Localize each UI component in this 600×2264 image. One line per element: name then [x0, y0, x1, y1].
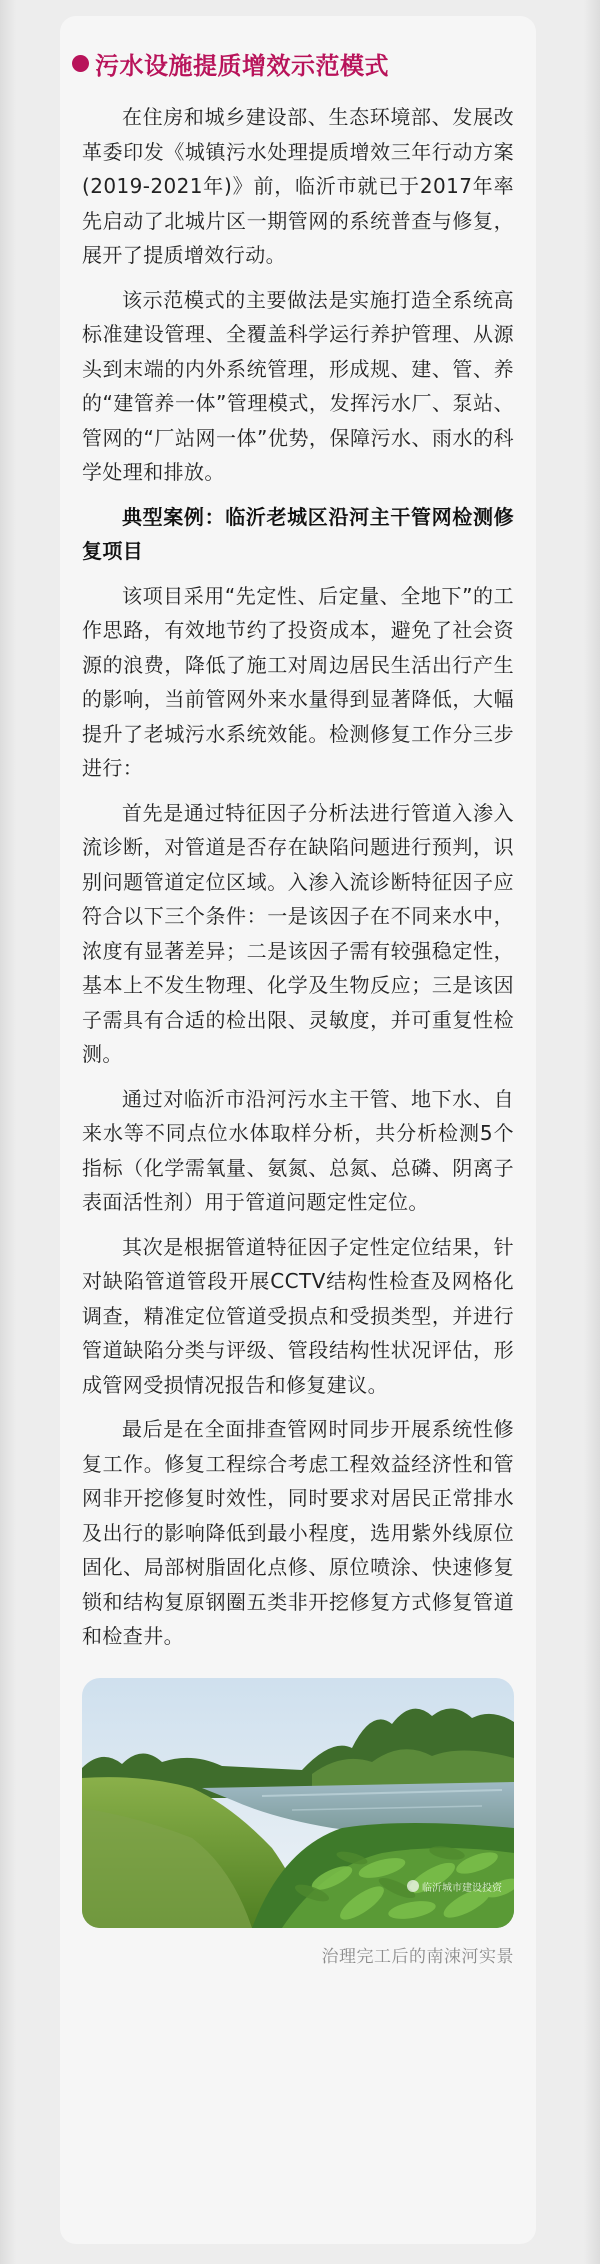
bullet-dot-icon: [72, 55, 89, 72]
case-heading: 典型案例：临沂老城区沿河主干管网检测修复项目: [82, 504, 514, 563]
photo-caption: 治理完工后的南涑河实景: [321, 1946, 514, 1967]
watermark-text: 临沂城市建设投资: [422, 1882, 502, 1894]
page-frame-left: [0, 0, 16, 2264]
paragraph-intro: 在住房和城乡建设部、生态环境部、发展改革委印发《城镇污水处理提质增效三年行动方案(2019-2021年)》前，临沂市就已于2017年率先启动了北城片区一期管网的系统普查与修复，展开了提质增效行动。: [82, 105, 514, 267]
paragraph-case-overview: 该项目采用“先定性、后定量、全地下”的工作思路，有效地节约了投资成本，避免了社会资源的浪费，降低了施工对周边居民生活出行产生的影响，当前管网外来水量得到显著降低，大幅提升了老城污水系统效能。检测修复工作分三步进行：: [82, 583, 514, 780]
watermark-logo-icon: [407, 1880, 419, 1892]
photo-watermark: [407, 1879, 502, 1894]
paragraph-step-two: 其次是根据管道特征因子定性定位结果，针对缺陷管道管段开展CCTV结构性检查及网格化调查，精准定位管道受损点和受损类型，并进行管道缺陷分类与评级、管段结构性状况评估，形成管网受损情况报告和修复建议。: [82, 1234, 514, 1397]
paragraph-step-one: 首先是通过特征因子分析法进行管道入渗入流诊断，对管道是否存在缺陷问题进行预判，识别问题管道定位区域。入渗入流诊断特征因子应符合以下三个条件：一是该因子在不同来水中，浓度有显著差异；二是该因子需有较强稳定性，基本上不发生物理、化学及生物反应；三是该因子需具有合适的检出限、灵敏度，并可重复性检测。: [82, 800, 514, 1066]
paragraph-approach: 该示范模式的主要做法是实施打造全系统高标准建设管理、全覆盖科学运行养护管理、从源头到末端的内外系统管理，形成规、建、管、养的“建管养一体”管理模式，发挥污水厂、泵站、管网的“厂站网一体”优势，保障污水、雨水的科学处理和排放。: [82, 287, 514, 484]
paragraph-sampling: 通过对临沂市沿河污水主干管、地下水、自来水等不同点位水体取样分析，共分析检测5个指标（化学需氧量、氨氮、总氮、总磷、阴离子表面活性剂）用于管道问题定性定位。: [82, 1086, 514, 1214]
article-card: [60, 16, 536, 2244]
paragraph-step-three: 最后是在全面排查管网时同步开展系统性修复工作。修复工程综合考虑工程效益经济性和管网非开挖修复时效性，同时要求对居民正常排水及出行的影响降低到最小程度，选用紫外线原位固化、局部树脂固化点修、原位喷涂、快速修复锁和结构复原钢圈五类非开挖修复方式修复管道和检查井。: [82, 1417, 514, 1648]
page-frame-right: [584, 0, 600, 2264]
section-title: 污水设施提质增效示范模式: [95, 51, 389, 80]
river-photo: [82, 1678, 514, 1928]
section-header: [72, 46, 514, 80]
